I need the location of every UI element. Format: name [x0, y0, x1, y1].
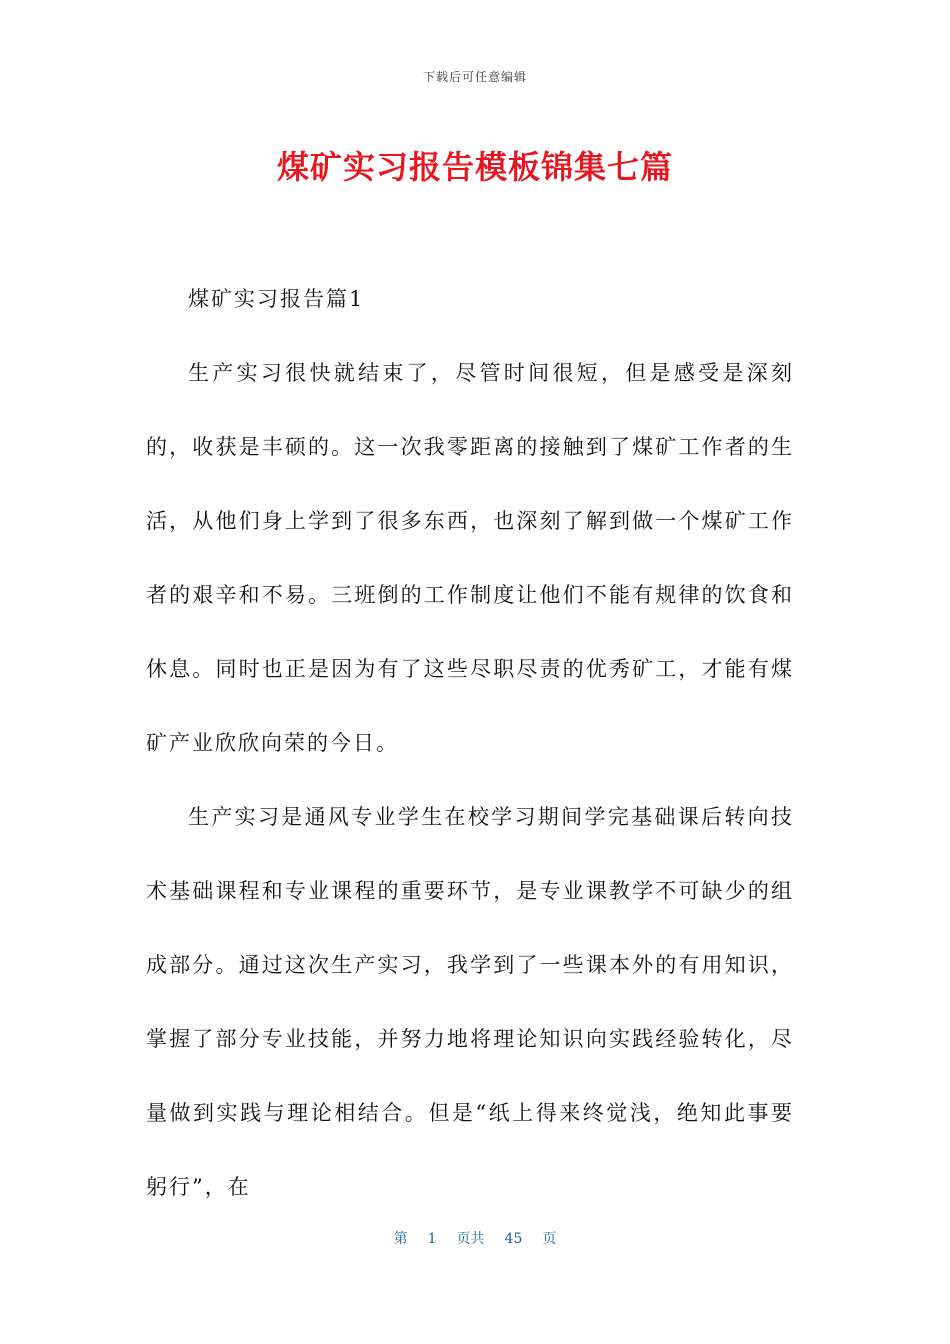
header-note: 下载后可任意编辑 [422, 70, 527, 84]
footer-prefix: 第 [393, 1231, 408, 1247]
footer-page-number: 1 [427, 1231, 437, 1247]
page-footer [0, 1228, 950, 1248]
footer-suffix: 页 [542, 1231, 557, 1247]
document-title: 煤矿实习报告模板锦集七篇 [276, 148, 673, 186]
section-heading: 煤矿实习报告篇1 [188, 287, 365, 311]
paragraph-1: 生产实习很快就结束了，尽管时间很短，但是感受是深刻的，收获是丰硕的。这一次我零距离的接触到了煤矿工作者的生活，从他们身上学到了很多东西，也深刻了解到做一个煤矿工作者的艰辛和不易。三班倒的工作制度让他们不能有规律的饮食和休息。同时也正是因为有了这些尽职尽责的优秀矿工，才能有煤矿产业欣欣向荣的今日。 [146, 361, 794, 755]
footer-total-pages: 45 [504, 1231, 523, 1247]
paragraph-2: 生产实习是通风专业学生在校学习期间学完基础课后转向技术基础课程和专业课程的重要环节，是专业课教学不可缺少的组成部分。通过这次生产实习，我学到了一些课本外的有用知识，掌握了部分专业技能，并努力地将理论知识向实践经验转化，尽量做到实践与理论相结合。但是“纸上得来终觉浅，绝知此事要躬行”，在 [146, 805, 794, 1199]
document-body [146, 262, 794, 1224]
footer-mid: 页共 [456, 1231, 485, 1247]
